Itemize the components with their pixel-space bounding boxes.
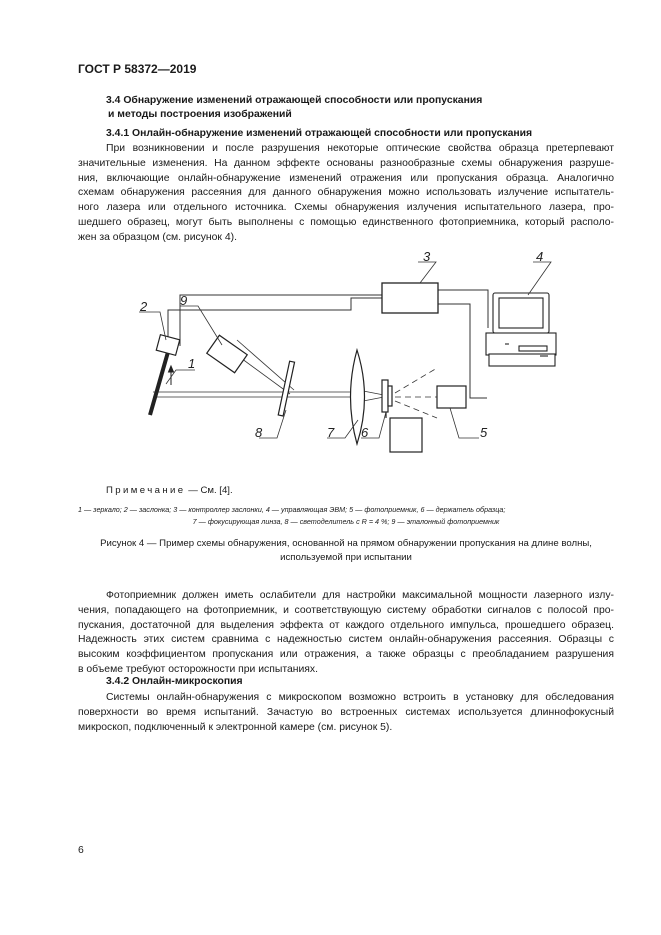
- note-label: Примечание: [106, 485, 186, 496]
- caption-line1: Рисунок 4 — Пример схемы обнаружения, основанной на прямом обнаружении пропускания на длине волны,: [100, 538, 592, 549]
- caption-line2: используемой при испытании: [280, 551, 412, 563]
- text-line: чения, попадающего на фотоприемник, и соответствующую систему обработки сигналов с полосой про-: [78, 604, 614, 616]
- figure-note: [106, 485, 233, 496]
- text-line: жен за образцом (см. рисунок 4).: [78, 231, 237, 243]
- mirror: [150, 352, 168, 415]
- text-line: поверхности во время испытаний. Зачастую во встроенных системах используется длиннофокусный: [78, 706, 614, 718]
- section-3-4-1-title: 3.4.1 Онлайн-обнаружение изменений отражающей способности или пропускания: [106, 128, 533, 139]
- computer-icon: [486, 293, 556, 366]
- text-line: микроскоп, подключенный к электронной камере (см. рисунок 5).: [78, 721, 393, 733]
- label-7: 7: [327, 425, 335, 440]
- text-line: схемам обнаружения рассеяния для данного обнаружения можно использовать излучение испытатель-: [78, 187, 614, 199]
- shutter-arrow: [169, 366, 174, 385]
- text-line: пускания, достаточной для выделения эффекта от каждого отдельного импульса, прошедшего образец.: [78, 619, 614, 631]
- text-line: При возникновении и после разрушения некоторые оптические свойства образца претерпевают: [106, 143, 614, 154]
- beam-paths: [153, 340, 437, 418]
- label-6: 6: [361, 425, 369, 440]
- text-line: значительные изменения. На данном эффекте основаны разнообразные схемы обнаружения разруше-: [78, 157, 614, 169]
- label-9: 9: [180, 293, 188, 308]
- text-line: Фотоприемник должен иметь ослабители для настройки максимальной мощности лазерного излу-: [106, 590, 614, 601]
- standard-header: ГОСТ Р 58372—2019: [78, 62, 197, 76]
- figure-caption: [78, 537, 614, 564]
- figure-legend-line1: 1 — зеркало; 2 — заслонка; 3 — контроллер заслонки, 4 — управляющая ЭВМ; 5 — фотоприемник, 6 — держатель образца;: [78, 505, 506, 514]
- text-line: Надежность этих систем сравнима с надежностью систем онлайн-обнаружения рассеяния. Образцы с: [78, 634, 614, 646]
- figure-legend-line2: 7 — фокусирующая линза, 8 — светоделитель с R = 4 %; 9 — эталонный фотоприемник: [192, 517, 500, 526]
- page-number: 6: [78, 845, 84, 856]
- label-2: 2: [140, 299, 148, 314]
- label-8: 8: [255, 425, 263, 440]
- text-line: шедшего образец, могут быть выполнены с помощью единственного фотоприемника, который располо-: [78, 216, 614, 228]
- section-3-4-title-line2: и методы построения изображений: [108, 109, 292, 120]
- reference-detector: [207, 335, 247, 373]
- text-line: ния, включающие онлайн-обнаружение изменений отражения или пропускания образца. Аналогично: [78, 172, 614, 184]
- label-3: 3: [423, 249, 431, 264]
- text-line: высоким коэффициентом пропускания или отражения, а также образцы с преобладанием разрушения: [78, 649, 614, 661]
- text-line: ного лазера или отдельного источника. Схемы обнаружения излучения испытательного лазера, про-: [78, 202, 614, 214]
- section-3-4-title-line1: 3.4 Обнаружение изменений отражающей способности или пропускания: [106, 95, 483, 106]
- sample-holder: [382, 380, 422, 452]
- label-4: 4: [536, 249, 544, 264]
- controller-box: [382, 283, 438, 313]
- label-1: 1: [188, 356, 196, 371]
- section-3-4-2-title: 3.4.2 Онлайн-микроскопия: [106, 676, 243, 687]
- shutter: [156, 335, 179, 356]
- text-line: в объеме требуют осторожности при испытаниях.: [78, 663, 319, 675]
- note-text: — См. [4].: [185, 485, 233, 496]
- photodetector: [437, 386, 466, 408]
- text-line: Системы онлайн-обнаружения с микроскопом возможно встроить в установку для обследования: [106, 692, 614, 703]
- paragraph-after-figure: [78, 589, 614, 678]
- label-5: 5: [480, 425, 488, 440]
- paragraph-3-4-2: [78, 691, 614, 735]
